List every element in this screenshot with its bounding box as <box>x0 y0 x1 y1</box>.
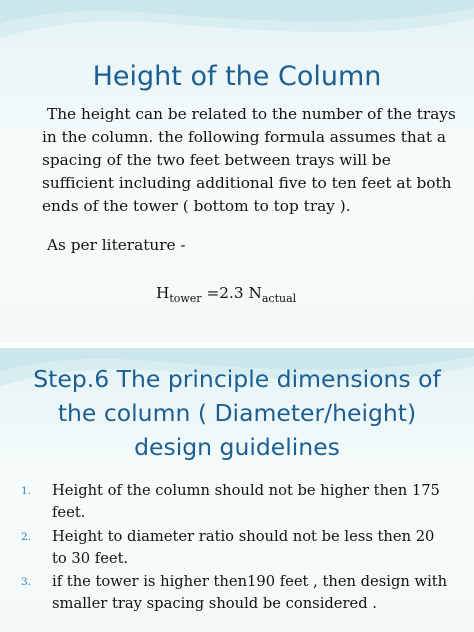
slide-2-title-line-3: design guidelines <box>134 433 340 461</box>
slide-1-title: Height of the Column <box>92 61 382 92</box>
list-number: 3. <box>21 576 32 588</box>
slide-2-title <box>0 362 474 464</box>
list-item-text <box>52 571 462 615</box>
list-item-text <box>52 526 462 570</box>
list-item-line: feet. <box>52 504 86 521</box>
formula-equals: =2.3 N <box>201 284 262 302</box>
list-number: 2. <box>21 531 32 543</box>
list-item-line: Height to diameter ratio should not be less then 20 <box>52 528 435 545</box>
decorative-wave <box>0 0 474 60</box>
height-formula <box>156 284 296 305</box>
list-item-text <box>52 480 462 524</box>
list-number: 1. <box>21 485 32 497</box>
literature-label: As per literature - <box>47 236 186 254</box>
formula-n-subscript: actual <box>261 292 297 305</box>
list-item-line: smaller tray spacing should be considered . <box>52 595 377 612</box>
formula-h-subscript: tower <box>169 292 202 305</box>
list-item-line: Height of the column should not be higher then 175 <box>52 482 440 499</box>
list-item-line: if the tower is higher then190 feet , then design with <box>52 573 448 590</box>
list-item-line: to 30 feet. <box>52 550 129 567</box>
slide-2-title-line-1: Step.6 The principle dimensions of <box>33 365 441 393</box>
body-paragraph: The height can be related to the number of the trays in the column. the following formula assumes that a spacing of the two feet between trays will be sufficient including additional five to ten feet at both ends of the tower ( bottom to top tray ). <box>42 105 456 215</box>
formula-h: H <box>156 284 170 302</box>
slide-2-title-line-2: the column ( Diameter/height) <box>57 399 417 427</box>
